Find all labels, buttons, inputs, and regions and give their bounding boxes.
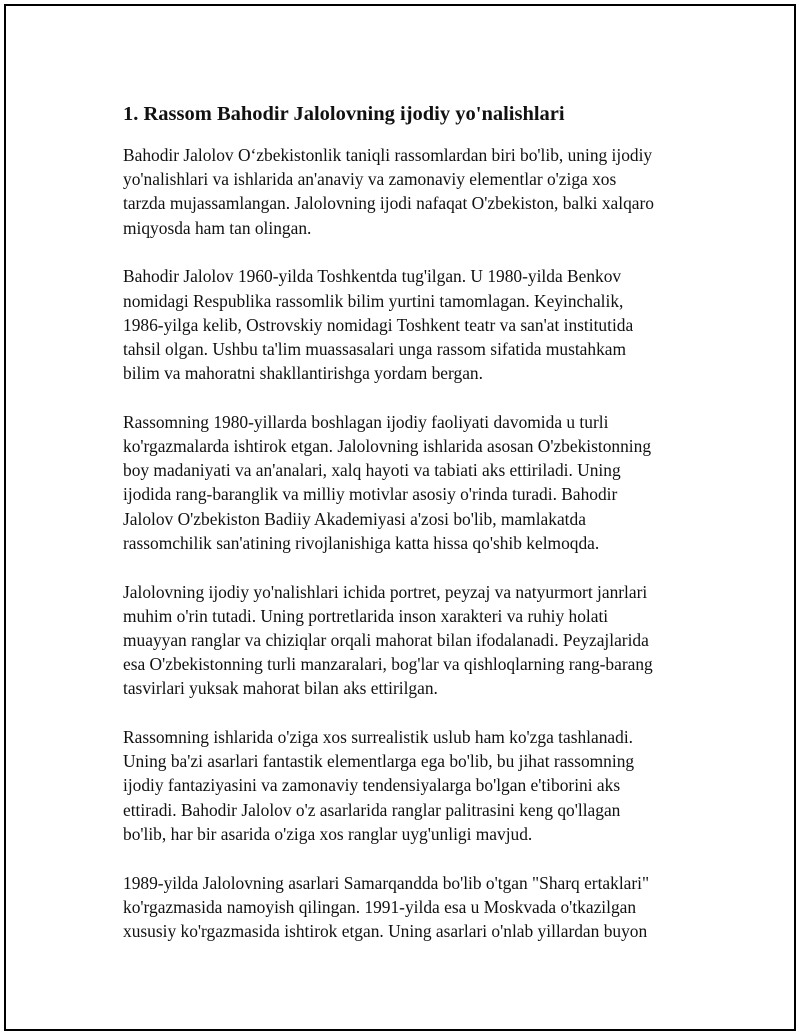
paragraph-line: muhim o'rin tutadi. Uning portretlarida inson xarakteri va ruhiy holati — [123, 605, 609, 626]
paragraph-line: nomidagi Respublika rassomlik bilim yurtini tamomlagan. Keyinchalik, — [123, 290, 624, 311]
paragraph-line: tasvirlari yuksak mahorat bilan aks ettirilgan. — [123, 678, 438, 699]
section-heading: 1. Rassom Bahodir Jalolovning ijodiy yo'nalishlari — [123, 103, 565, 125]
paragraph-line: yo'nalishlari va ishlarida an'anaviy va zamonaviy elementlar o'ziga xos — [123, 169, 617, 190]
paragraph — [123, 264, 698, 385]
paragraph-line: Rassomning ishlarida o'ziga xos surrealistik uslub ham ko'zga tashlanadi. — [123, 727, 634, 748]
paragraph-line: 1986-yilga kelib, Ostrovskiy nomidagi Toshkent teatr va san'at institutida — [123, 314, 634, 335]
paragraph-line: rassomchilik san'atining rivojlanishiga katta hissa qo'shib kelmoqda. — [123, 532, 600, 553]
paragraph-line: Jalolov O'zbekiston Badiiy Akademiyasi a'zosi bo'lib, mamlakatda — [123, 508, 586, 529]
paragraph-line: ko'rgazmalarda ishtirok etgan. Jalolovning ishlarida asosan O'zbekistonning — [123, 436, 652, 457]
paragraph-list — [123, 143, 698, 943]
paragraph — [123, 143, 698, 240]
paragraph-line: ijodiy fantaziyasini va zamonaviy tendensiyalarga bo'lgan e'tiborini aks — [123, 775, 621, 796]
document-body — [123, 100, 698, 968]
paragraph-line: bo'lib, har bir asarida o'ziga xos ranglar uyg'unligi mavjud. — [123, 823, 533, 844]
paragraph-line: bilim va mahoratni shakllantirishga yordam bergan. — [123, 363, 483, 384]
paragraph — [123, 725, 698, 846]
paragraph-line: boy madaniyati va an'analari, xalq hayoti va tabiati aks ettiriladi. Uning — [123, 460, 621, 481]
paragraph — [123, 410, 698, 555]
paragraph — [123, 871, 698, 944]
paragraph — [123, 580, 698, 701]
paragraph-line: xususiy ko'rgazmasida ishtirok etgan. Uning asarlari o'nlab yillardan buyon — [123, 920, 648, 941]
paragraph-line: Rassomning 1980-yillarda boshlagan ijodiy faoliyati davomida u turli — [123, 411, 609, 432]
paragraph-line: Jalolovning ijodiy yo'nalishlari ichida portret, peyzaj va natyurmort janrlari — [123, 581, 648, 602]
paragraph-line: Bahodir Jalolov 1960-yilda Toshkentda tug'ilgan. U 1980-yilda Benkov — [123, 266, 622, 287]
paragraph-line: ko'rgazmasida namoyish qilingan. 1991-yilda esa u Moskvada o'tkazilgan — [123, 896, 637, 917]
paragraph-line: tarzda mujassamlangan. Jalolovning ijodi nafaqat O'zbekiston, balki xalqaro — [123, 193, 654, 214]
paragraph-line: ijodida rang-baranglik va milliy motivlar asosiy o'rinda turadi. Bahodir — [123, 484, 618, 505]
paragraph-line: Uning ba'zi asarlari fantastik elementlarga ega bo'lib, bu jihat rassomning — [123, 751, 635, 772]
paragraph-line: muayyan ranglar va chiziqlar orqali mahorat bilan ifodalanadi. Peyzajlarida — [123, 629, 649, 650]
page-frame — [4, 4, 796, 1031]
paragraph-line: esa O'zbekistonning turli manzaralari, bog'lar va qishloqlarning rang-barang — [123, 654, 653, 675]
paragraph-line: miqyosda ham tan olingan. — [123, 217, 312, 238]
paragraph-line: ettiradi. Bahodir Jalolov o'z asarlarida ranglar palitrasini keng qo'llagan — [123, 799, 621, 820]
paragraph-line: Bahodir Jalolov O‘zbekistonlik taniqli rassomlardan biri bo'lib, uning ijodiy — [123, 145, 653, 165]
paragraph-line: 1989-yilda Jalolovning asarlari Samarqandda bo'lib o'tgan "Sharq ertaklari" — [123, 872, 650, 893]
paragraph-line: tahsil olgan. Ushbu ta'lim muassasalari unga rassom sifatida mustahkam — [123, 338, 627, 359]
